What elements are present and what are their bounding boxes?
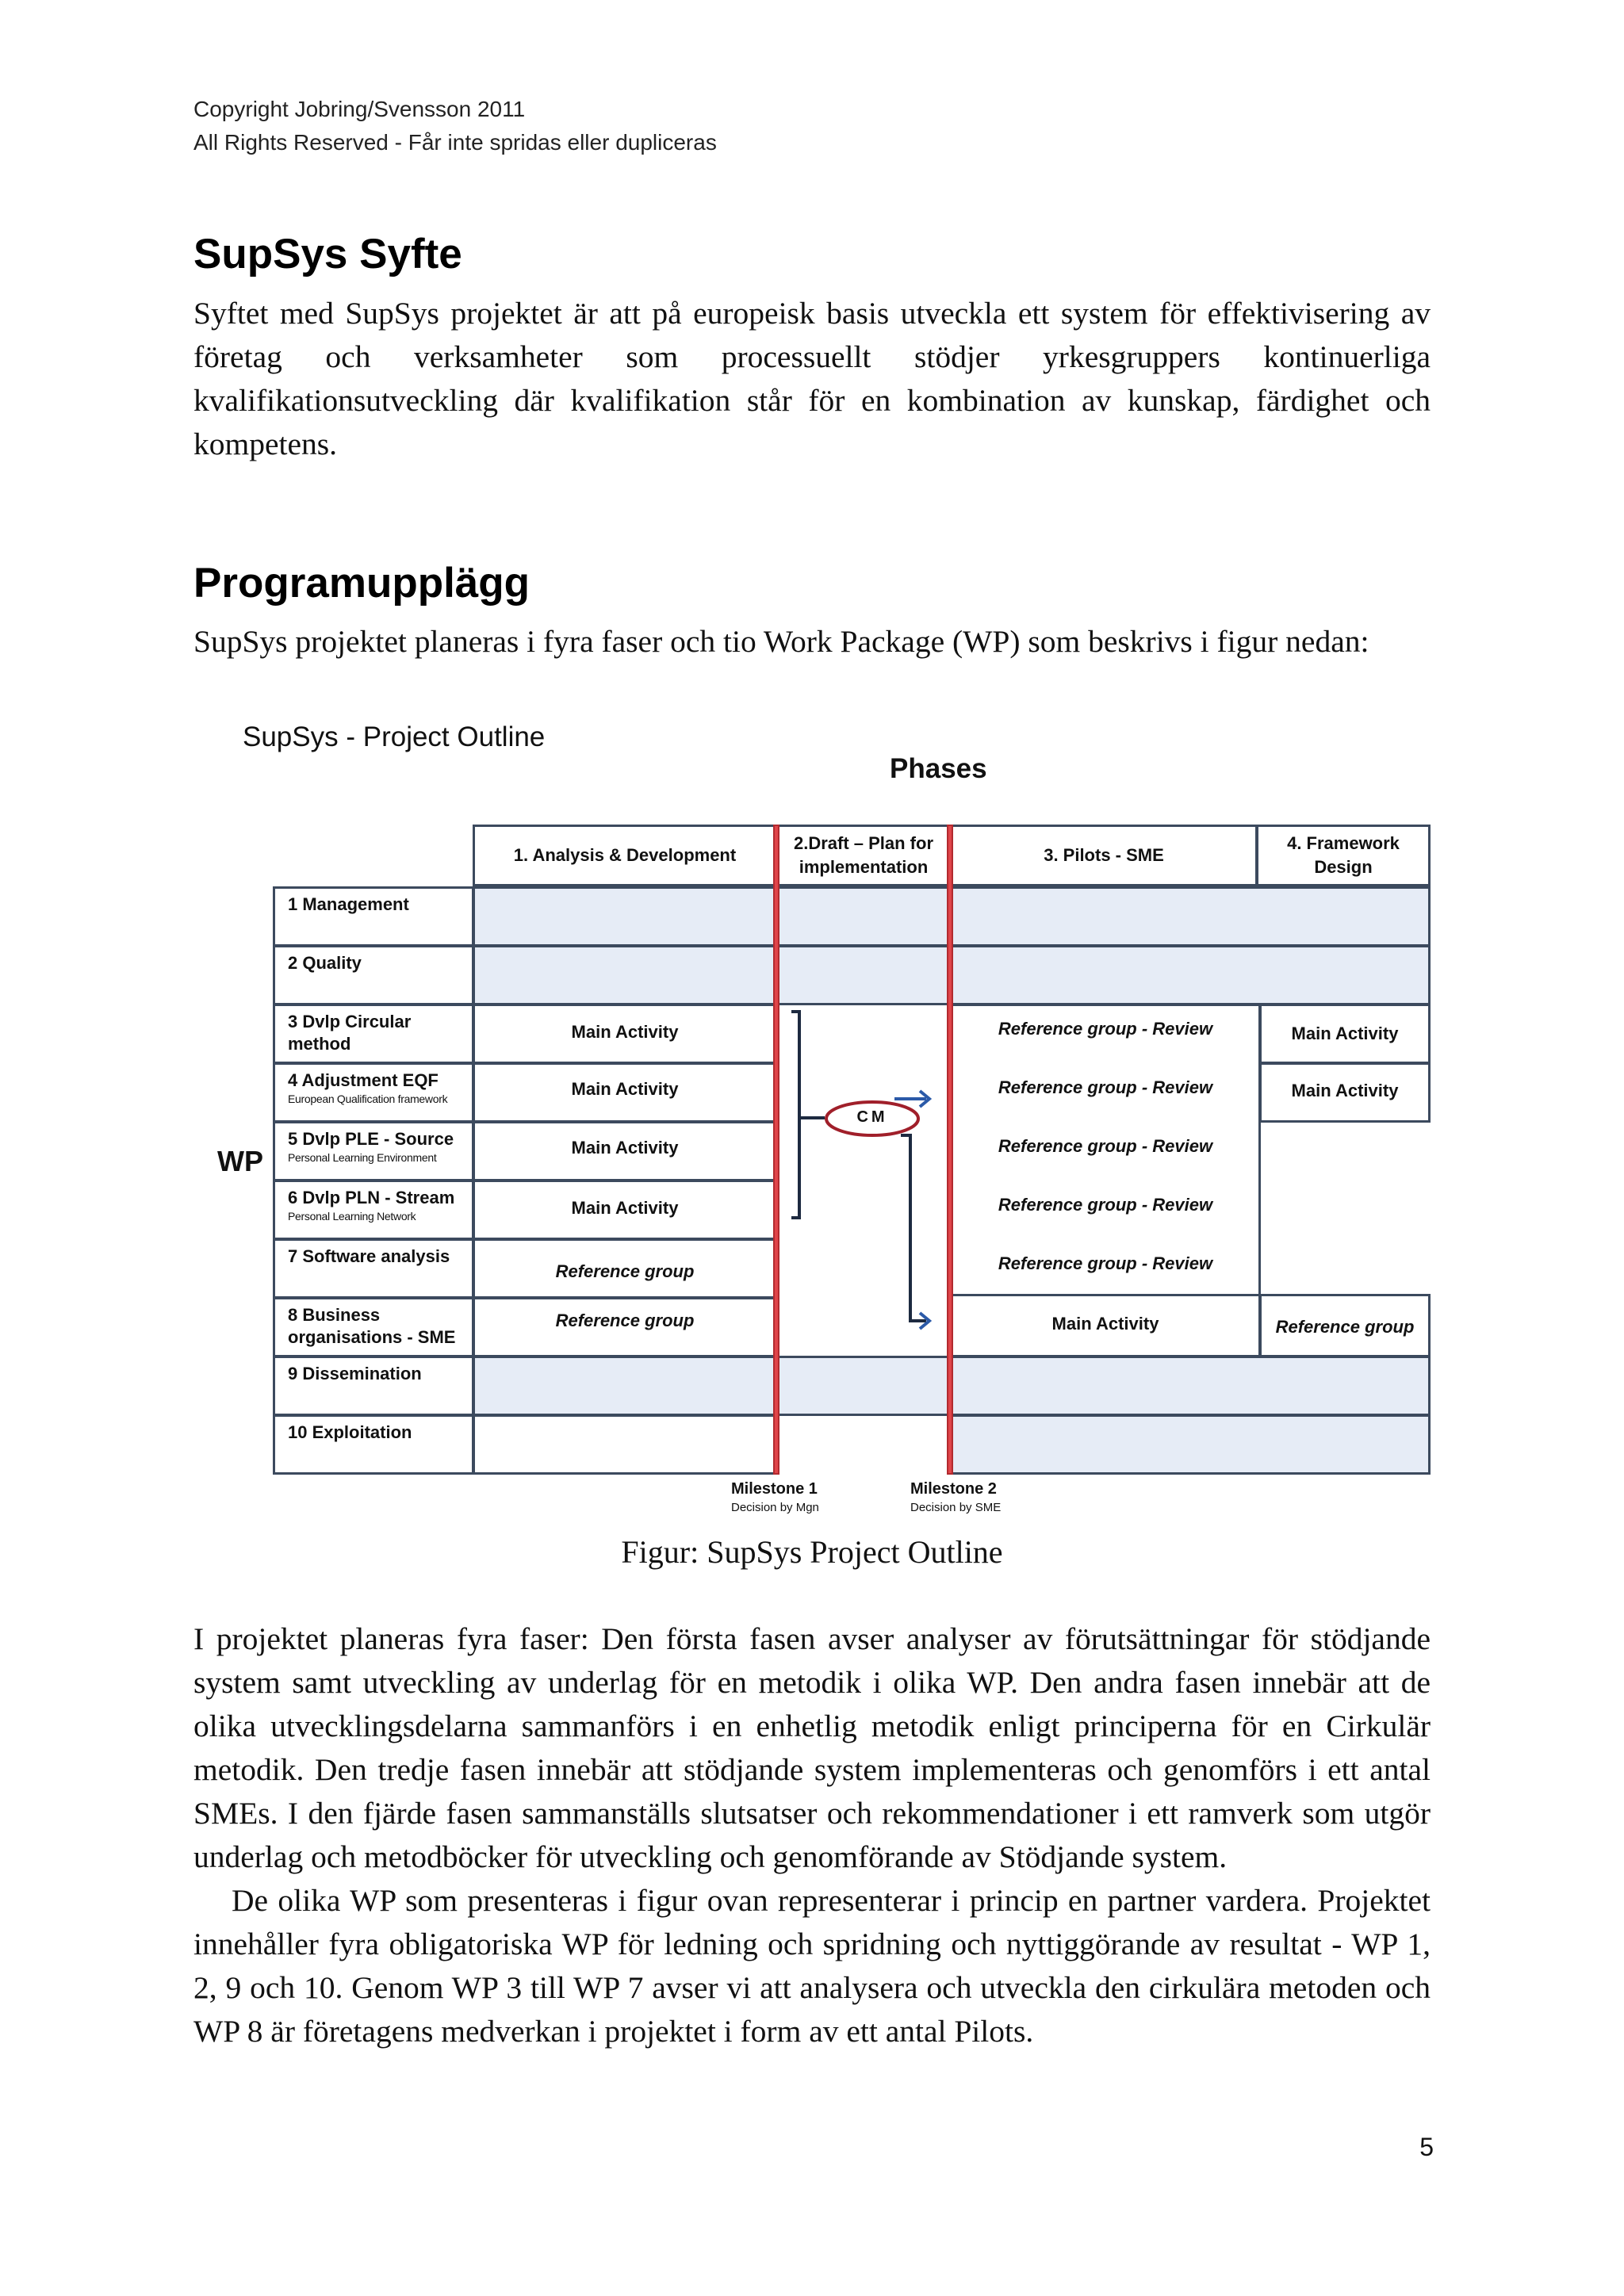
rights-line: All Rights Reserved - Får inte spridas eller dupliceras	[193, 130, 717, 155]
cm-label: CM	[856, 1108, 888, 1126]
review-text: Reference group - Review	[998, 1019, 1213, 1039]
review-text: Reference group - Review	[998, 1195, 1213, 1215]
syfte-paragraph: Syftet med SupSys projektet är att på europeisk basis utveckla ett system för effektivisering av företag och verksamheter som processuellt stödjer yrkesgruppers kontinuerliga kvalifikationsutveckling där kvalifikation står för en kombination av kunskap, färdighet och kompetens.	[193, 296, 1431, 461]
wp-row-label: 1 Management	[273, 886, 474, 947]
wp-paragraph: De olika WP som presenteras i figur ovan representerar i princip en partner vardera. Projektet innehåller fyra obligatoriska WP för ledning och spridning och nyttiggörande av resultat - WP 1, 2, 9 och 10. Genom WP 3 till WP 7 avser vi att analysera och utveckla den cirkulära metoden och WP 8 är företagens medverkan i projektet i form av ett antal Pilots.	[193, 1883, 1431, 2049]
review-text: Reference group - Review	[998, 1253, 1213, 1273]
wp-row-label: 7 Software analysis	[273, 1238, 474, 1299]
phases-paragraph: I projektet planeras fyra faser: Den första fasen avser analyser av förutsättningar för stödjande system samt utveckling av underlag för en metodik i olika WP. Den andra fasen innebär att de olika utvecklingsdelarna sammanförs i en enhetlig metodik enligt principerna för en Cirkulär metodik. Den tredje fasen innebär att stödjande system implementeras och genomförs i ett antal SMEs. I den fjärde fasen sammanställs slutsatser och rekommendationer i ett ramverk som utgör underlag och metodböcker för utveckling och genomförande av Stödjande system.	[193, 1621, 1431, 1874]
wp-row-label: 10 Exploitation	[273, 1414, 474, 1475]
wp-row-label: 9 Dissemination	[273, 1356, 474, 1416]
wp-row-label: 2 Quality	[273, 945, 474, 1005]
page-number: 5	[1419, 2133, 1434, 2161]
wp8-phase3-cell: Main Activity	[950, 1294, 1261, 1357]
wp6-phase1-cell: Main Activity	[473, 1180, 777, 1240]
pilots-review-block	[950, 1004, 1261, 1299]
wp7-phase1-cell: Reference group	[473, 1238, 777, 1299]
figure-caption: Figur: SupSys Project Outline	[621, 1534, 1003, 1570]
wp-row-label: 8 Business organisations - SME	[273, 1297, 474, 1357]
review-text: Reference group - Review	[998, 1136, 1213, 1156]
wp-row-label: 4 Adjustment EQF European Qualification framework	[273, 1062, 474, 1123]
review-text: Reference group - Review	[998, 1077, 1213, 1097]
section-title-syfte: SupSys Syfte	[193, 231, 462, 277]
wp8-phase1-cell: Reference group	[473, 1297, 777, 1357]
milestone-2-caption: Milestone 2 Decision by SME	[910, 1480, 1002, 1514]
wp-axis-label: WP	[217, 1145, 263, 1177]
wp8-phase4-cell: Reference group	[1259, 1294, 1431, 1357]
milestone-2-line	[947, 825, 953, 1475]
wp-row-label: 3 Dvlp Circular method	[273, 1004, 474, 1064]
figure-title: SupSys - Project Outline	[243, 721, 546, 752]
wp3-phase1-cell: Main Activity	[473, 1004, 777, 1064]
cm-connector-arrows	[785, 1007, 944, 1332]
wp5-phase1-cell: Main Activity	[473, 1121, 777, 1181]
phases-label: Phases	[890, 753, 987, 784]
section-title-programupplagg: Programupplägg	[193, 560, 530, 607]
wp4-phase1-cell: Main Activity	[473, 1062, 777, 1123]
milestone-1-line	[773, 825, 779, 1475]
wp4-phase4-cell: Main Activity	[1259, 1062, 1431, 1123]
milestone-1-caption: Milestone 1 Decision by Mgn	[731, 1480, 819, 1514]
wp-row-label: 6 Dvlp PLN - Stream Personal Learning Network	[273, 1180, 474, 1240]
phase-header-3: 3. Pilots - SME	[950, 825, 1258, 886]
phase-header-1: 1. Analysis & Development	[473, 825, 777, 886]
phase-header-4: 4. Framework Design	[1256, 825, 1431, 886]
exploitation-phase1-cell	[473, 1414, 777, 1475]
programupplagg-intro: SupSys projektet planeras i fyra faser och tio Work Package (WP) som beskrivs i figur nedan:	[193, 624, 1369, 659]
copyright-line: Copyright Jobring/Svensson 2011	[193, 97, 526, 121]
phase-header-2: 2.Draft – Plan for implementation	[776, 825, 952, 886]
wp3-phase4-cell: Main Activity	[1259, 1004, 1431, 1064]
exploitation-band	[950, 1414, 1431, 1475]
wp-row-label: 5 Dvlp PLE - Source Personal Learning Environment	[273, 1121, 474, 1181]
